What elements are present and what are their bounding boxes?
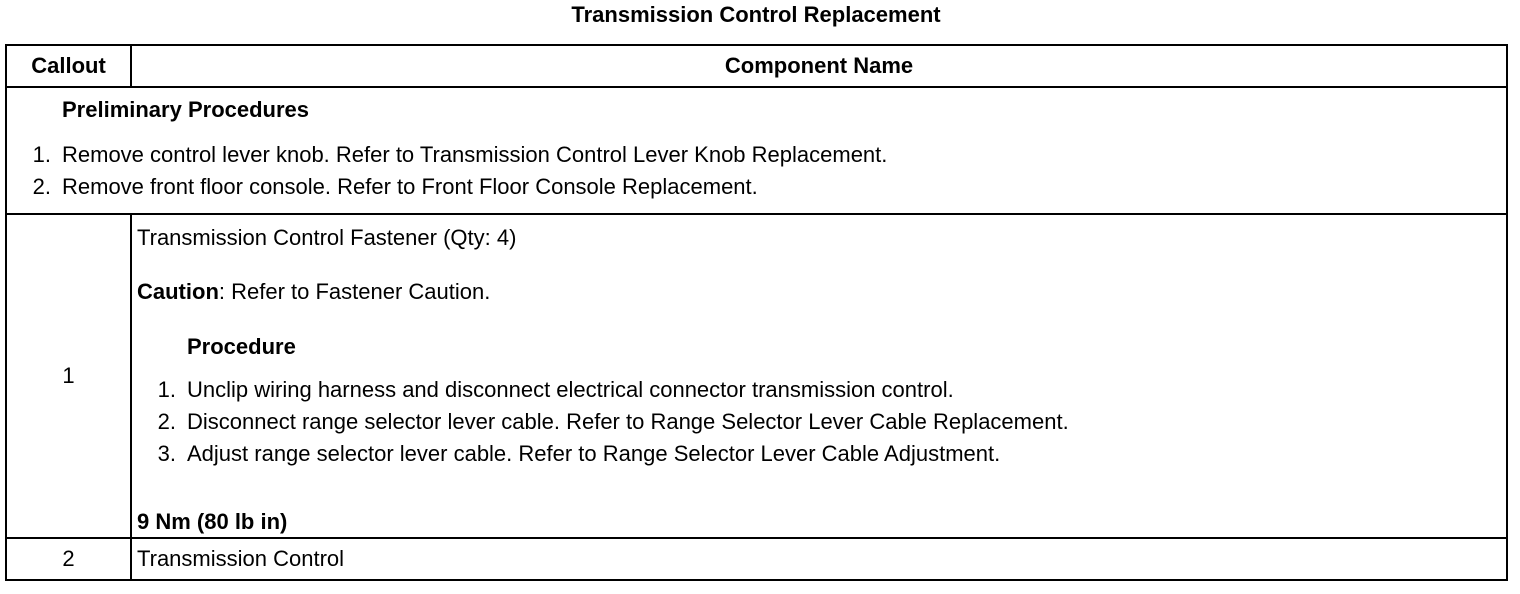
step-number: 2.: [157, 409, 176, 434]
step-number: 1.: [157, 377, 176, 402]
table-row: [6, 214, 1507, 538]
component-name: Transmission Control: [131, 538, 1507, 580]
step-text: Adjust range selector lever cable. Refer to Range Selector Lever Cable Adjustment.: [187, 441, 1001, 466]
preliminary-heading: Preliminary Procedures: [62, 97, 310, 122]
procedure-heading: Procedure: [187, 334, 296, 359]
preliminary-cell: [6, 87, 1507, 214]
caution-label: Caution: [137, 279, 219, 304]
page-title: Transmission Control Replacement: [571, 2, 941, 27]
preliminary-row: [6, 87, 1507, 214]
table-row: [6, 538, 1507, 580]
callout-number: 1: [6, 214, 131, 538]
component-name: Transmission Control Fastener (Qty: 4): [137, 225, 517, 250]
step-text: Unclip wiring harness and disconnect electrical connector transmission control.: [187, 377, 954, 402]
component-table: [5, 44, 1508, 581]
step-text: Remove front floor console. Refer to Front Floor Console Replacement.: [62, 174, 758, 199]
callout-number: 2: [6, 538, 131, 580]
step-text: Remove control lever knob. Refer to Transmission Control Lever Knob Replacement.: [62, 142, 888, 167]
caution-text: : Refer to Fastener Caution.: [218, 279, 491, 304]
header-row: [6, 45, 1507, 87]
component-cell: [131, 214, 1507, 538]
step-number: 2.: [32, 174, 51, 199]
torque-spec: 9 Nm (80 lb in): [137, 509, 288, 534]
step-text: Disconnect range selector lever cable. Refer to Range Selector Lever Cable Replacement.: [187, 409, 1069, 434]
caution-line: [137, 279, 490, 305]
step-number: 1.: [32, 142, 51, 167]
component-name-header: Component Name: [131, 45, 1507, 87]
step-number: 3.: [157, 441, 176, 466]
callout-header: Callout: [6, 45, 131, 87]
